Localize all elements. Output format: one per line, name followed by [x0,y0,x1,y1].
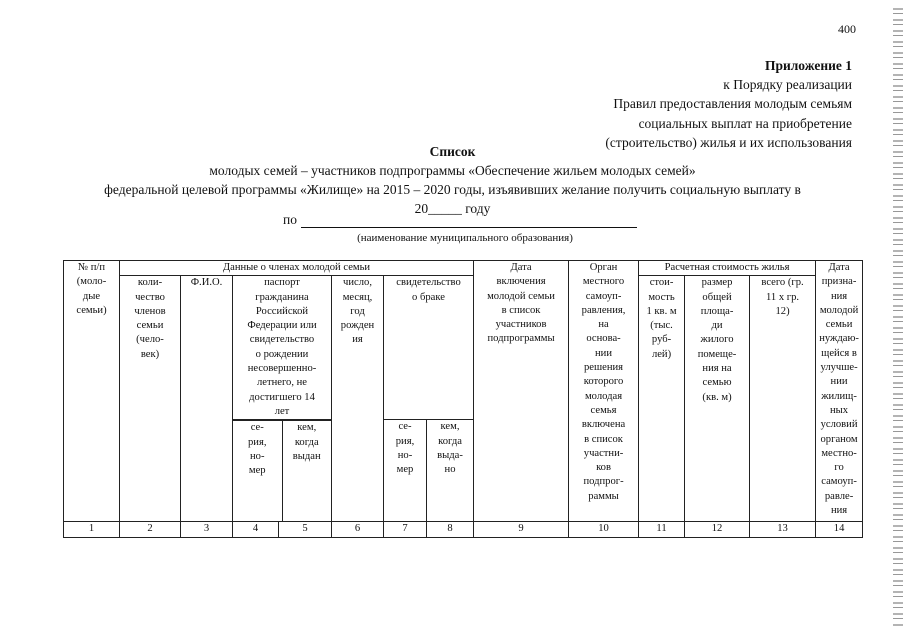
birth-date-header: число, месяц, год рожден ия [332,276,384,522]
header-row [64,276,863,420]
cost-group-header: Расчетная стоимость жилья [639,261,816,276]
column-number: 11 [639,522,685,537]
authority-header: Орган местного самоуп- равления, на основа- нии решения которого молодая семья включена в список участни- ков подпрог- раммы [569,261,639,522]
passport-subtable [233,420,331,521]
marriage-series-header: се- рия, но- мер [384,420,427,522]
families-table [63,260,863,538]
title-line: молодых семей – участников подпрограммы «Обеспечение жильем молодых семей» [209,163,696,178]
column-number: 6 [332,522,384,537]
appendix-line: (строительство) жилья и их использования [605,134,852,150]
column-numbers-row [64,522,863,537]
recognition-date-header: Дата призна- ния молодой семьи нуждаю- щейся в улучше- нии жилищ- ных условий органом местно- го самоуп- равле- ния [816,261,863,522]
passport-issued-header: кем, когда выдан [282,421,331,522]
members-count-header: коли- чество членов семьи (чело- век) [120,276,181,522]
inclusion-date-header: Дата включения молодой семьи в список участников подпрограммы [474,261,569,522]
appendix-block [605,56,852,152]
total-header: всего (гр. 11 х гр. 12) [750,276,816,522]
column-number: 3 [181,522,233,537]
column-number: 14 [816,522,863,537]
passport-series-header: се- рия, но- мер [233,421,282,522]
marriage-issued-header: кем, когда выда- но [427,420,474,522]
appendix-title: Приложение 1 [764,58,852,73]
title-line: федеральной целевой программы «Жилище» на 2015 – 2020 годы, изъявивших желание получить социальную выплату в [104,182,801,197]
fio-header: Ф.И.О. [181,276,233,522]
column-number: 2 [120,522,181,537]
municipality-caption: (наименование муниципального образования) [357,232,573,244]
column-number: 5 [279,522,332,537]
header-row [64,261,863,276]
municipality-field [283,212,637,228]
column-number: 7 [384,522,427,537]
appendix-line: Правил предоставления молодым семьям [613,96,852,112]
column-number: 1 [64,522,120,537]
scan-edge-artifact [893,8,903,628]
appendix-line: социальных выплат на приобретение [638,115,852,131]
column-number: 8 [427,522,474,537]
column-number: 13 [750,522,816,537]
cost-per-meter-header: стои- мость 1 кв. м (тыс. руб- лей) [639,276,685,522]
column-number: 12 [685,522,750,537]
municipality-blank-line [301,213,637,228]
page-number: 400 [838,22,856,36]
appendix-line: к Порядку реализации [723,77,852,93]
area-header: размер общей площа- ди жилого помеще- ния на семью (кв. м) [685,276,750,522]
column-number: 10 [569,522,639,537]
passport-header: паспорт гражданина Российской Федерации или свидетельство о рождении несовершенно- летнего, не достигшего 14 лет [233,276,332,420]
marriage-cert-header: свидетельство о браке [384,276,474,420]
document-title [0,142,905,218]
column-number: 9 [474,522,569,537]
col-number-header: № п/п (моло- дые семьи) [64,261,120,522]
list-heading: Список [429,144,476,159]
municipality-prefix: по [283,212,297,227]
passport-spacer [233,420,332,522]
family-data-group-header: Данные о членах молодой семьи [120,261,474,276]
column-number: 4 [233,522,279,537]
title-line: 20_____ году [414,201,491,216]
